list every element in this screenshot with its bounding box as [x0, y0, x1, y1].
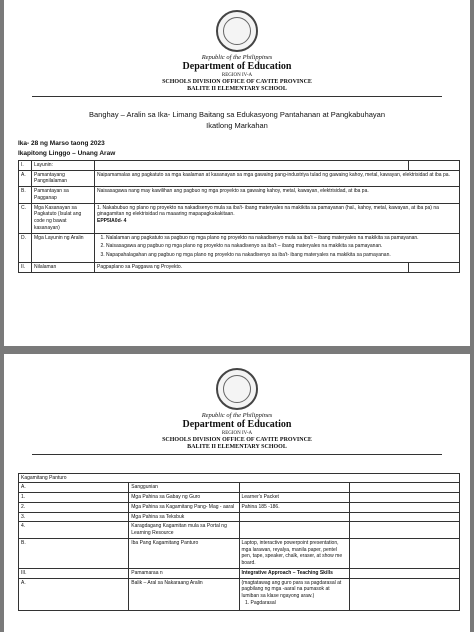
division-text: SCHOOLS DIVISION OFFICE OF CAVITE PROVINCE [162, 436, 312, 443]
row-number: A. [19, 578, 129, 610]
school-text: BALITE II ELEMENTARY SCHOOL [187, 85, 287, 92]
letterhead [4, 54, 470, 93]
row-label: Karagdagang Kagamitan mula sa Portal ng Learning Resource [129, 522, 239, 539]
row-extra [349, 512, 459, 522]
republic-text: Republic of the Philippines [201, 412, 273, 419]
table-row [19, 538, 460, 568]
table-row [19, 187, 460, 204]
row-label: Pamantayan sa Pagganap [32, 187, 95, 204]
row-number: III. [19, 568, 129, 578]
row-label: Pamantayang Pangnilalaman [32, 170, 95, 187]
row-number: 3. [19, 512, 129, 522]
row-content [239, 483, 349, 493]
row-label: Mga Layunin ng Aralin [32, 233, 95, 262]
procedure-list [242, 600, 347, 607]
row-label: Pamamaraa n [129, 568, 239, 578]
row-label: Mga Pahina sa Gabay ng Guro [129, 493, 239, 503]
row-extra [349, 578, 459, 610]
document-page-1 [4, 0, 470, 346]
objectives-table [18, 160, 460, 273]
row-content [239, 578, 349, 610]
row-number: C. [19, 203, 32, 233]
row-label: Iba Pang Kagamitang Panturo [129, 538, 239, 568]
table-row [19, 233, 460, 262]
row-number: 4. [19, 522, 129, 539]
row-number: A. [19, 483, 129, 493]
row-content [239, 522, 349, 539]
row-label: Layunin: [32, 160, 95, 170]
row-extra [349, 568, 459, 578]
row-number: 2. [19, 502, 129, 512]
row-extra [349, 502, 459, 512]
row-extra [409, 262, 460, 272]
header-divider [32, 96, 442, 97]
row-number: A. [19, 170, 32, 187]
row-number: D. [19, 233, 32, 262]
document-page-2 [4, 354, 470, 632]
republic-text: Republic of the Philippines [201, 54, 273, 61]
row-content: Pagpaplano sa Paggawa ng Proyekto. [95, 262, 409, 272]
department-text: Department of Education [182, 419, 292, 431]
row-label: Sanggunian [129, 483, 239, 493]
row-extra [349, 522, 459, 539]
table-row [19, 578, 460, 610]
row-label: Mga Pahina sa Teksbuk [129, 512, 239, 522]
row-content: Naisasagawa nang may kawilihan ang pagbuo ng mga proyekto sa gawaing kahoy, metal, kawayan, elektrisidad, at iba pa. [95, 187, 460, 204]
table-row [19, 483, 460, 493]
table-row [19, 522, 460, 539]
skill-code: EPP5IA0d- 4 [97, 218, 127, 225]
table-row [19, 160, 460, 170]
lesson-week: Ikapitong Linggo – Unang Araw [18, 150, 116, 158]
row-content [95, 233, 460, 262]
lesson-title [24, 109, 450, 132]
row-extra [349, 493, 459, 503]
row-label: Mga Pahina sa Kagamitang Pang- Mag - aaral [129, 502, 239, 512]
row-content: Learner's Packet [239, 493, 349, 503]
row-extra [349, 538, 459, 568]
list-item: 2. Naisasagawa ang pagbuo ng mga plano ng proyekto na nakadisenyo sa iba't – ibang materyales na makikita sa pamayanan. [106, 243, 457, 250]
division-text: SCHOOLS DIVISION OFFICE OF CAVITE PROVINCE [162, 78, 312, 85]
row-content: Integrative Approach – Teaching Skills [239, 568, 349, 578]
deped-seal-icon [216, 10, 258, 52]
list-item: 1. Pagdarasal [251, 600, 347, 607]
row-number: B. [19, 187, 32, 204]
row-content: Naipamamalas ang pagkatuto sa mga kaalaman at kasanayan sa mga gawaing pang-industriya tulad ng gawaing kahoy, metal, kawayan, elektrisidad at iba pa. [95, 170, 460, 187]
row-content: Pahina 185 -186. [239, 502, 349, 512]
materials-table [18, 473, 460, 611]
row-number: II. [19, 262, 32, 272]
row-extra [409, 160, 460, 170]
deped-seal-icon [216, 368, 258, 410]
table-row [19, 262, 460, 272]
table-row [19, 493, 460, 503]
table-row [19, 568, 460, 578]
table-row [19, 512, 460, 522]
row-number: 1. [19, 493, 129, 503]
row-label: Balik – Aral sa Nakaraang Aralin [129, 578, 239, 610]
list-item: 1. Nalalaman ang pagkatuto sa pagbuo ng mga plano ng proyekto na nakadisenyo mula sa iba't – ibang materyales na makikita sa pamayanan. [106, 235, 457, 242]
skill-text: 1. Nakabubuo ng plano ng proyekto na nakadisenyo mula sa iba't- ibang materyales na makikita sa pamayanan (hal., kahoy, metal, kawayan, at iba pa) na ginagamitan ng elektrisidad na maaaring mapapagkakakitaan. [97, 204, 439, 218]
row-number: B. [19, 538, 129, 568]
table-row [19, 203, 460, 233]
table-row [19, 502, 460, 512]
title-line-1: Banghay – Aralin sa Ika- Limang Baitang sa Edukasyong Pantahanan at Pangkabuhayan [88, 109, 386, 119]
table-heading: Kagamitang Panturo [19, 473, 460, 483]
letterhead [4, 412, 470, 451]
row-content: Laptop, interactive powerpoint presentation, mga larawan, reyalya, manila paper, pentel pen, tape, speaker, chalk, eraser, at show me board. [239, 538, 349, 568]
row-content [95, 203, 460, 233]
table-row [19, 473, 460, 483]
table-row [19, 170, 460, 187]
school-text: BALITE II ELEMENTARY SCHOOL [187, 443, 287, 450]
row-content [239, 512, 349, 522]
region-text: REGION IV-A [221, 430, 253, 436]
row-extra [349, 483, 459, 493]
department-text: Department of Education [182, 61, 292, 73]
procedure-note: (magtatawag ang guro para sa pagdarasal at pagbilang ng mga -aaral na pumasok at lumiban sa klase ngayong araw.) [241, 579, 342, 599]
row-label: Mga Kasanayan sa Pagkatuto (Isulat ang code ng bawat kasanayan) [32, 203, 95, 233]
row-number: I. [19, 160, 32, 170]
title-line-2: Ikatlong Markahan [206, 120, 268, 130]
region-text: REGION IV-A [221, 72, 253, 78]
objectives-list [97, 235, 457, 259]
lesson-date: Ika- 28 ng Marso taong 2023 [18, 140, 105, 147]
list-item: 3. Napapahalagahan ang pagbuo ng mga plano ng proyekto na nakadisenyo sa iba't- ibang materyales na makikita sa pamayanan. [106, 252, 457, 259]
row-content [95, 160, 409, 170]
row-label: Nilalaman [32, 262, 95, 272]
